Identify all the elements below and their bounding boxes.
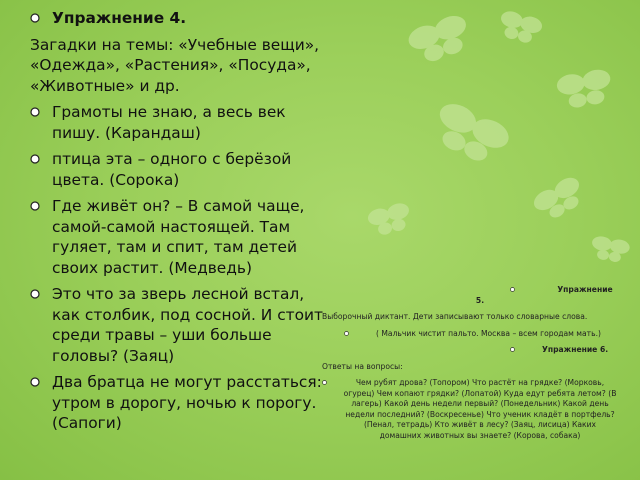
riddle-item: Это что за зверь лесной встал, как столбик, под сосной. И стоит среди травы – уши больше головы? (Заяц) (30, 284, 330, 366)
bullet-icon (30, 289, 40, 299)
bullet-icon (30, 154, 40, 164)
exercise-5-text: Выборочный диктант. Дети записывают только словарные слова. (322, 312, 588, 321)
bullet-icon (322, 380, 327, 385)
exercise-6-intro: Ответы на вопросы: (322, 361, 403, 371)
bullet-icon (30, 13, 40, 23)
riddle-item: птица эта – одного с берёзой цвета. (Сорока) (30, 149, 330, 190)
exercise-5-example: ( Мальчик чистит пальто. Москва – всем городам мать.) (322, 329, 618, 340)
bullet-icon (510, 347, 515, 352)
exercise-4-intro: Загадки на темы: «Учебные вещи», «Одежда», «Растения», «Посуда», «Животные» и др. (30, 35, 320, 95)
riddle-item: Два братца не могут расстаться: утром в дорогу, ночью к порогу. (Сапоги) (30, 372, 330, 434)
bullet-icon (510, 287, 515, 292)
riddle-item: Грамоты не знаю, а весь век пишу. (Карандаш) (30, 102, 330, 143)
bullet-icon (30, 201, 40, 211)
exercise-6-questions: Чем рубят дрова? (Топором) Что растёт на грядке? (Морковь, огурец) Чем копают грядки? (Лопатой) Куда едут ребята летом? (В лагерь) Какой день недели первый? (Понедельник) Какой день недели последний? (Воскресенье) Что ученик кладёт в портфель? (Пенал, тетрадь) Кто живёт в лесу? (Заяц, лисица) Каких домашних животных вы знаете? (Корова, собака) (322, 378, 618, 441)
exercise-5-heading: Упражнение 5. (475, 285, 613, 305)
bullet-icon (30, 377, 40, 387)
right-slide-content (322, 285, 618, 447)
bullet-icon (30, 107, 40, 117)
exercise-4-heading: Упражнение 4. (30, 8, 330, 29)
left-slide-content (30, 8, 330, 440)
exercise-6-heading: Упражнение 6. (322, 345, 618, 356)
riddle-item: Где живёт он? – В самой чаще, самой-самой настоящей. Там гуляет, там и спит, там детей своих растит. (Медведь) (30, 196, 330, 278)
bullet-icon (344, 331, 349, 336)
